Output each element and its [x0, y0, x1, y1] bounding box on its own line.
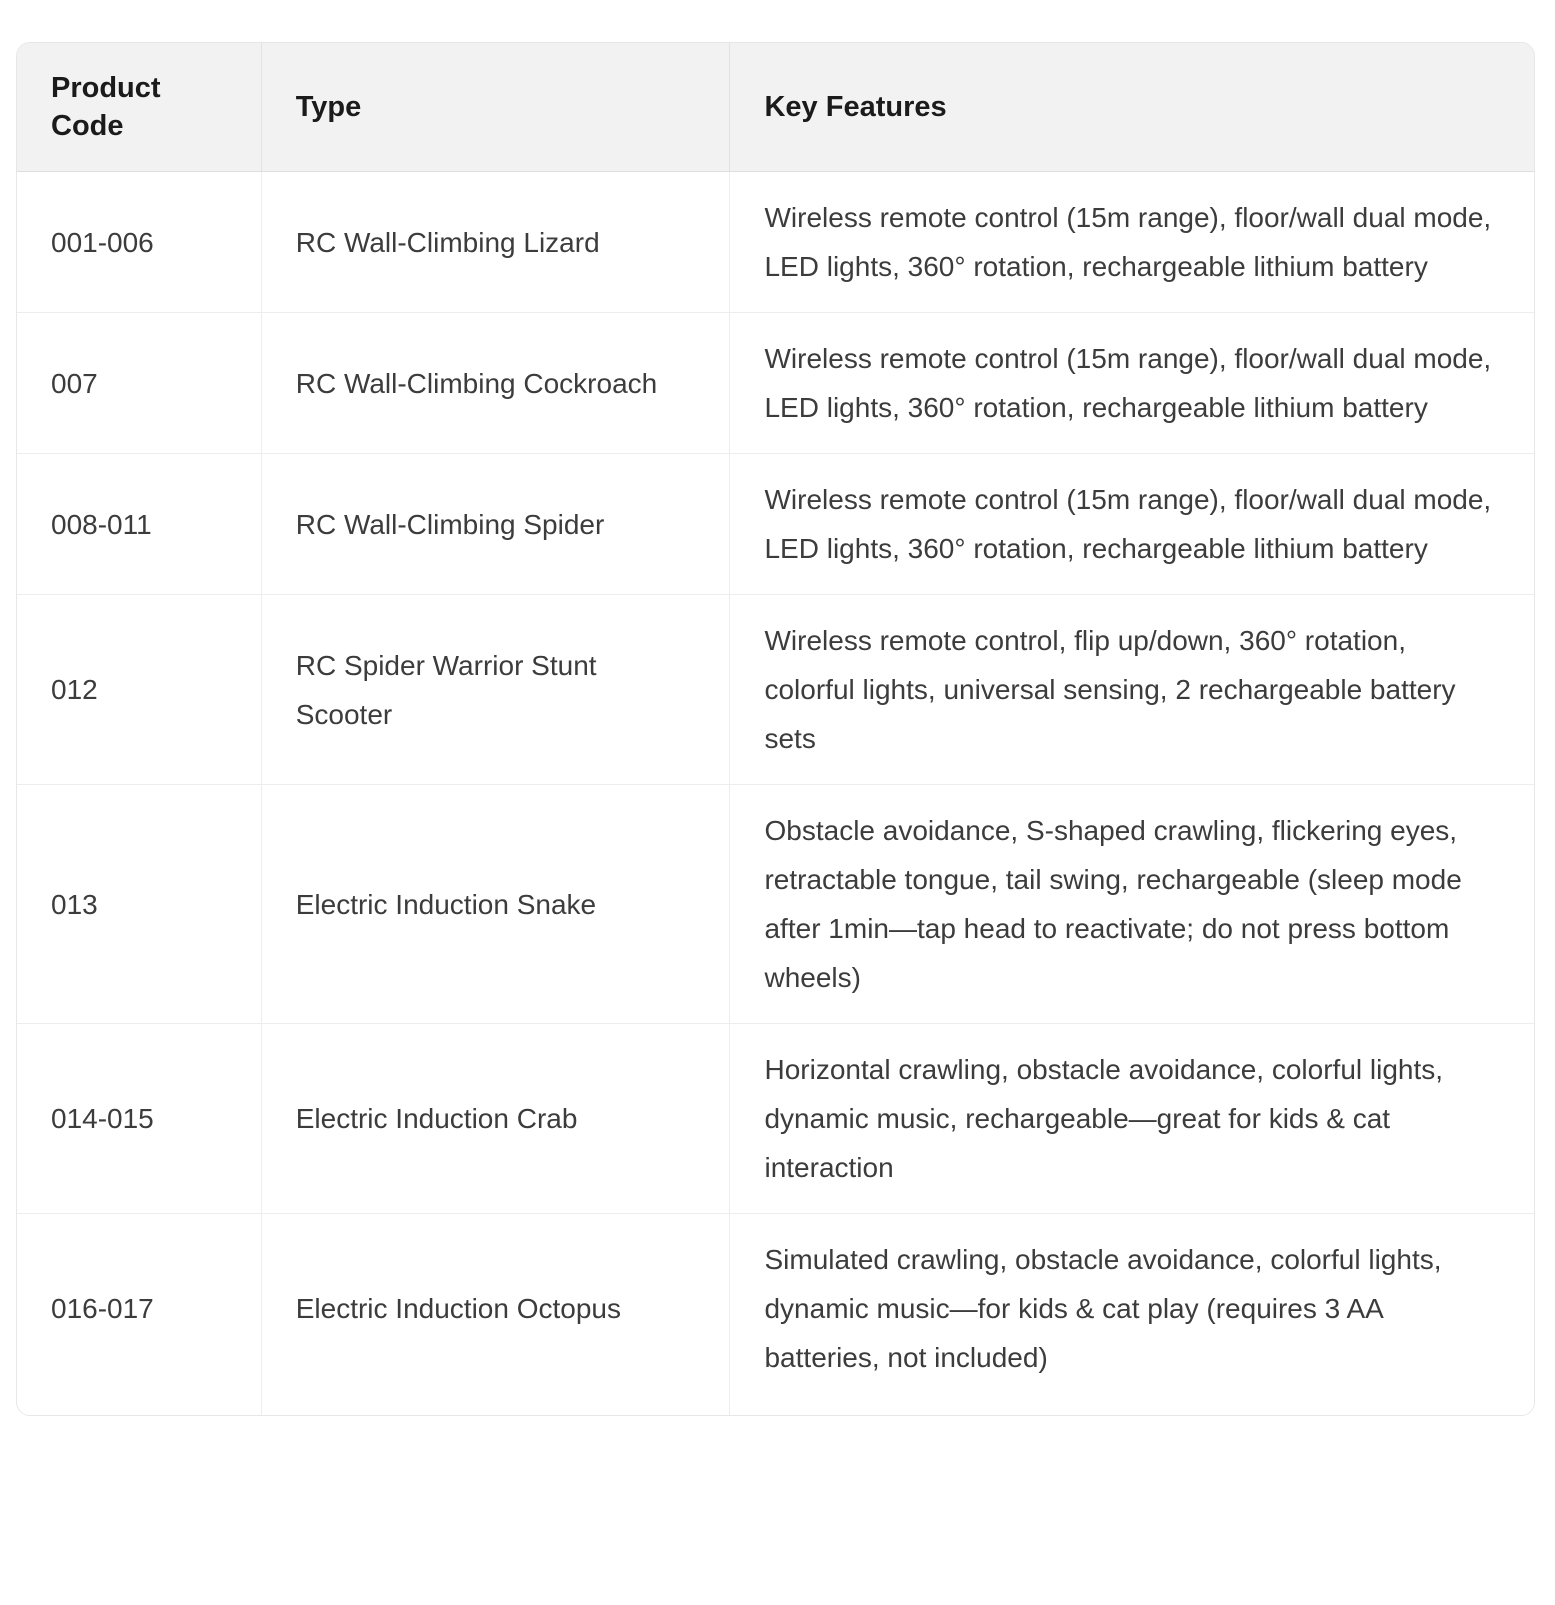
key-features-cell: Wireless remote control (15m range), floor/wall dual mode, LED lights, 360° rotation, rechargeable lithium battery: [730, 454, 1534, 595]
key-features-cell: Wireless remote control, flip up/down, 360° rotation, colorful lights, universal sensing, 2 rechargeable battery sets: [730, 595, 1534, 785]
key-features-cell: Wireless remote control (15m range), floor/wall dual mode, LED lights, 360° rotation, rechargeable lithium battery: [730, 313, 1534, 454]
key-features-cell: Horizontal crawling, obstacle avoidance, colorful lights, dynamic music, rechargeable—great for kids & cat interaction: [730, 1024, 1534, 1214]
table-row: [17, 595, 1534, 785]
product-table-card: [16, 42, 1535, 1416]
table-row: [17, 1024, 1534, 1214]
type-cell: RC Wall-Climbing Spider: [261, 454, 730, 595]
table-row: [17, 172, 1534, 313]
table-row: [17, 1214, 1534, 1416]
product-code-cell: 008-011: [17, 454, 261, 595]
key-features-cell: Wireless remote control (15m range), floor/wall dual mode, LED lights, 360° rotation, rechargeable lithium battery: [730, 172, 1534, 313]
type-cell: RC Wall-Climbing Lizard: [261, 172, 730, 313]
column-header-key-features: Key Features: [730, 43, 1534, 172]
table-row: [17, 454, 1534, 595]
table-header: [17, 43, 1534, 172]
product-code-cell: 001-006: [17, 172, 261, 313]
product-code-cell: 013: [17, 785, 261, 1024]
table-row: [17, 785, 1534, 1024]
product-code-cell: 016-017: [17, 1214, 261, 1416]
type-cell: Electric Induction Octopus: [261, 1214, 730, 1416]
column-header-product-code: Product Code: [17, 43, 261, 172]
product-code-cell: 007: [17, 313, 261, 454]
table-body: [17, 172, 1534, 1416]
product-table: [17, 43, 1534, 1415]
type-cell: RC Spider Warrior Stunt Scooter: [261, 595, 730, 785]
table-row: [17, 313, 1534, 454]
type-cell: Electric Induction Crab: [261, 1024, 730, 1214]
product-code-cell: 014-015: [17, 1024, 261, 1214]
type-cell: RC Wall-Climbing Cockroach: [261, 313, 730, 454]
product-code-cell: 012: [17, 595, 261, 785]
key-features-cell: Simulated crawling, obstacle avoidance, colorful lights, dynamic music—for kids & cat play (requires 3 AA batteries, not included): [730, 1214, 1534, 1416]
column-header-type: Type: [261, 43, 730, 172]
header-row: [17, 43, 1534, 172]
key-features-cell: Obstacle avoidance, S-shaped crawling, flickering eyes, retractable tongue, tail swing, rechargeable (sleep mode after 1min—tap head to reactivate; do not press bottom wheels): [730, 785, 1534, 1024]
type-cell: Electric Induction Snake: [261, 785, 730, 1024]
